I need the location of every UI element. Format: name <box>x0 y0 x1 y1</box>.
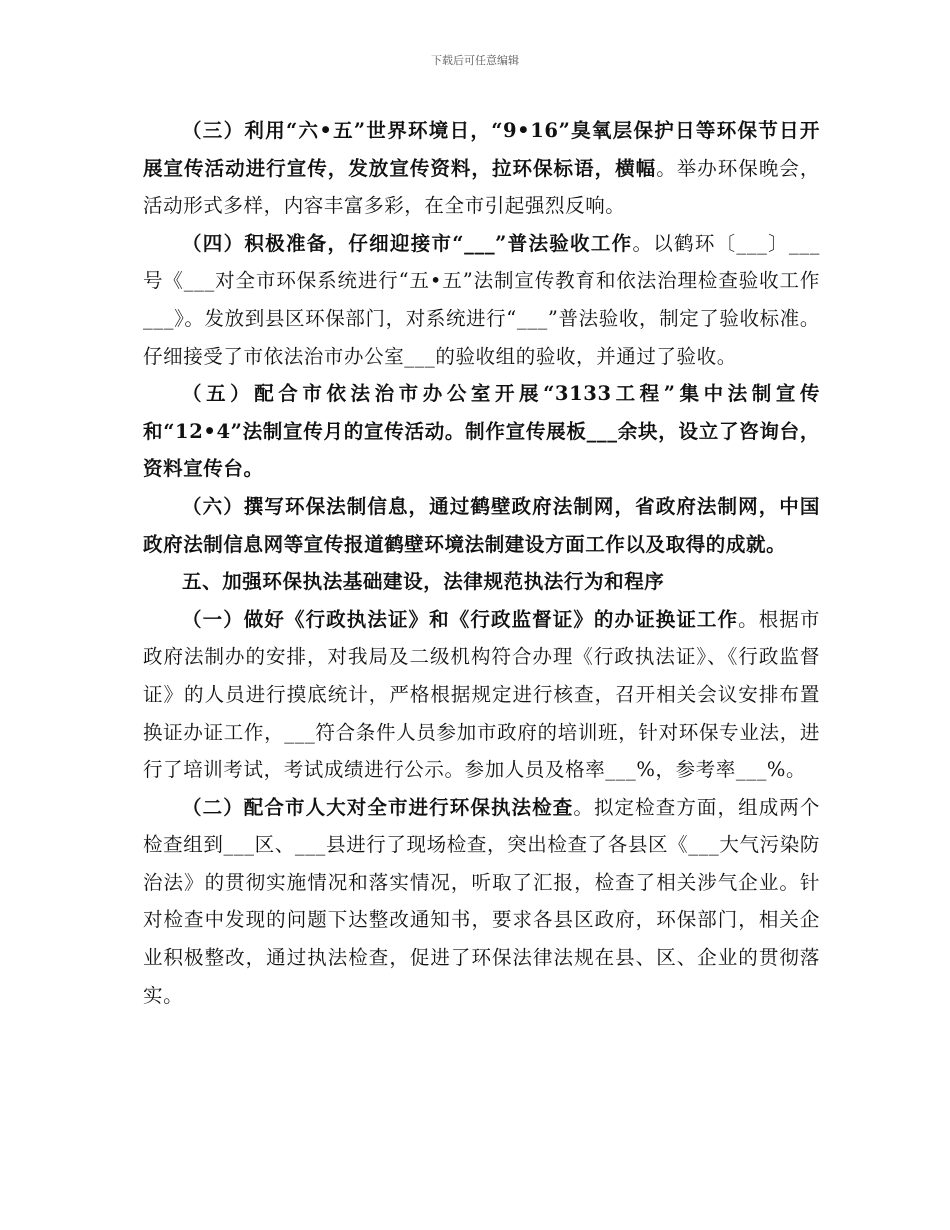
document-body <box>143 112 820 1014</box>
paragraph-text: 。举办环保晚会，活动形式多样，内容丰富多彩，在全市引起强烈反响。 <box>143 156 820 218</box>
paragraph-bold-lead: （三）利用“六•五”世界环境日，“9•16”臭氧层保护日等环保节日开展宣传活动进行宣传，发放宣传资料，拉环保标语，横幅 <box>143 119 820 180</box>
paragraph-bold-lead: （六）撰写环保法制信息，通过鹤壁政府法制网，省政府法制网，中国政府法制信息网等宣传报道鹤壁环境法制建设方面工作以及取得的成就。 <box>143 494 820 556</box>
section-heading-text: 五、加强环保执法基础建设，法律规范执法行为和程序 <box>182 570 665 594</box>
paragraph-bold-lead: （五）配合市依法治市办公室开展“3133工程”集中法制宣传和“12•4”法制宣传月的宣传活动。制作宣传展板___余块，设立了咨询台，资料宣传台。 <box>143 382 820 481</box>
paragraph-bold-lead: （一）做好《行政执法证》和《行政监督证》的办证换证工作 <box>182 607 739 631</box>
paragraph-certificate-work <box>143 601 820 789</box>
paragraph-text: 。以鹤环〔___〕___号《___对全市环保系统进行“五•五”法制宣传教育和依法治理检查验收工作___》。发放到县区环保部门，对系统进行“___”普法验收，制定了验收标准。仔细接受了市依法治市办公室___的验收组的验收，并通过了验收。 <box>143 231 820 368</box>
paragraph-event-publicity <box>143 112 820 225</box>
paragraph-3133-project <box>143 375 820 488</box>
paragraph-bold-lead: （二）配合市人大对全市进行环保执法检查 <box>182 795 574 819</box>
page-header: 下载后可任意编辑 <box>431 54 519 67</box>
paragraph-bold-lead: （四）积极准备，仔细迎接市“___”普法验收工作 <box>182 231 633 255</box>
paragraph-enforcement-inspection <box>143 789 820 1015</box>
paragraph-text: 。拟定检查方面，组成两个检查组到___区、___县进行了现场检查，突出检查了各县区《___大气污染防治法》的贯彻实施情况和落实情况，听取了汇报，检查了相关涉气企业。针对检查中发现的问题下达整改通知书，要求各县区政府，环保部门，相关企业积极整改，通过执法检查，促进了环保法律法规在县、区、企业的贯彻落实。 <box>143 795 821 1007</box>
paragraph-text: 。根据市政府法制办的安排，对我局及二级机构符合办理《行政执法证》、《行政监督证》的人员进行摸底统计，严格根据规定进行核查，召开相关会议安排布置换证办证工作，___符合条件人员参加市政府的培训班，针对环保专业法，进行了培训考试，考试成绩进行公示。参加人员及格率___%，参考率___%。 <box>143 607 820 782</box>
paragraph-acceptance-check <box>143 225 820 375</box>
paragraph-legal-info <box>143 488 820 563</box>
section-heading-five <box>143 563 820 601</box>
